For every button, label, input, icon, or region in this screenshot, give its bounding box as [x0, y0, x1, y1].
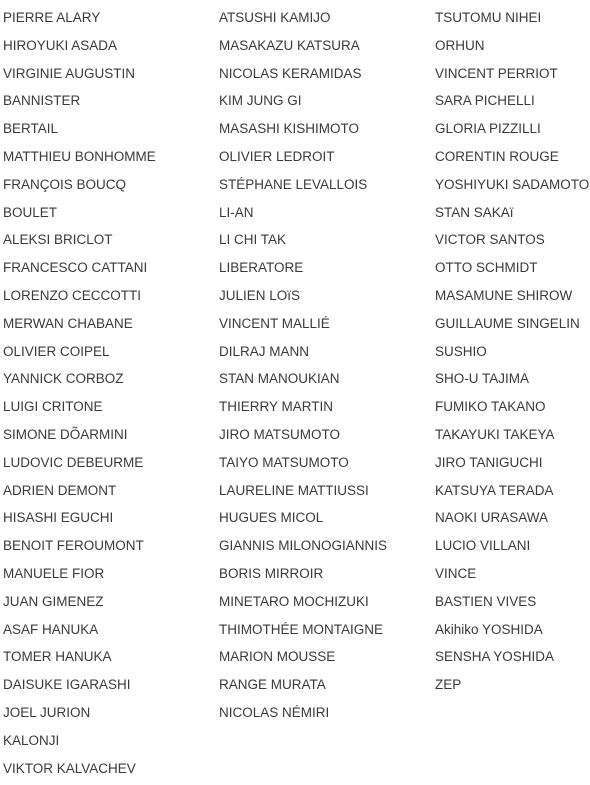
artist-name: STÉPHANE LEVALLOIS: [219, 176, 368, 192]
artist-column-1: [3, 4, 213, 782]
artist-name: DAISUKE IGARASHI: [3, 677, 131, 693]
artist-name: PIERRE ALARY: [3, 10, 101, 25]
artist-name: GLORIA PIZZILLI: [435, 121, 541, 137]
artist-name: LORENZO CECCOTTI: [3, 287, 142, 303]
artist-name: JOEL JURION: [3, 704, 91, 720]
artist-name: CORENTIN ROUGE: [435, 148, 559, 164]
artist-name: THIERRY MARTIN: [219, 399, 334, 415]
artist-name: SIMONE DÕARMINI: [3, 426, 128, 442]
artist-name: VIKTOR KALVACHEV: [3, 760, 136, 776]
artist-name: BENOIT FEROUMONT: [3, 538, 144, 554]
artist-name: LI CHI TAK: [219, 232, 287, 248]
artist-name: KALONJI: [3, 732, 60, 748]
artist-name: HISASHI EGUCHI: [3, 510, 114, 526]
artist-name: TAKAYUKI TAKEYA: [435, 426, 555, 442]
artist-name: SARA PICHELLI: [435, 93, 535, 109]
artist-name: VINCENT MALLIÉ: [219, 315, 330, 331]
artist-name: LAURELINE MATTIUSSI: [219, 482, 369, 498]
artist-name: MASAMUNE SHIROW: [435, 287, 573, 303]
artist-name: ORHUN: [435, 37, 485, 53]
artist-name: BASTIEN VIVES: [435, 593, 537, 609]
artist-name: RANGE MURATA: [219, 677, 326, 693]
artist-name: SUSHIO: [435, 343, 487, 359]
artist-name: THIMOTHÉE MONTAIGNE: [219, 621, 383, 637]
artist-name: HUGUES MICOL: [219, 510, 324, 526]
artist-name: FUMIKO TAKANO: [435, 399, 546, 415]
artist-name: HIROYUKI ASADA: [3, 37, 118, 53]
artist-name: GIANNIS MILONOGIANNIS: [219, 538, 388, 554]
artist-name: FRANCESCO CATTANI: [3, 260, 148, 276]
artist-name: JULIEN LOïS: [219, 287, 301, 303]
artist-name: KIM JUNG GI: [219, 93, 302, 109]
artist-name: MERWAN CHABANE: [3, 315, 133, 331]
artist-name: ALEKSI BRICLOT: [3, 232, 113, 248]
artist-name: VIRGINIE AUGUSTIN: [3, 65, 136, 81]
artist-name: LUDOVIC DEBEURME: [3, 454, 144, 470]
artist-name: LIBERATORE: [219, 260, 304, 276]
artist-name: OLIVIER COIPEL: [3, 343, 110, 359]
artist-name: MASAKAZU KATSURA: [219, 37, 360, 53]
artist-name: NICOLAS NÉMIRI: [219, 704, 330, 720]
artist-name: MATTHIEU BONHOMME: [3, 148, 156, 164]
artist-name: MARION MOUSSE: [219, 649, 336, 665]
artist-name: VICTOR SANTOS: [435, 232, 545, 248]
artist-name: YOSHIYUKI SADAMOTO: [435, 176, 590, 192]
artist-name: BOULET: [3, 204, 58, 220]
artist-name: OLIVIER LEDROIT: [219, 148, 335, 164]
artist-name: SENSHA YOSHIDA: [435, 649, 555, 665]
artist-name: SHO-U TAJIMA: [435, 371, 530, 387]
artist-name: JIRO TANIGUCHI: [435, 454, 543, 470]
artist-name: LUCIO VILLANI: [435, 538, 531, 554]
artist-name: DILRAJ MANN: [219, 343, 310, 359]
artist-column-3: [435, 4, 590, 699]
artist-name: MANUELE FIOR: [3, 565, 105, 581]
artist-name: NAOKI URASAWA: [435, 510, 549, 526]
artist-name: LUIGI CRITONE: [3, 399, 103, 415]
artist-name: TAIYO MATSUMOTO: [219, 454, 349, 470]
artist-name: YANNICK CORBOZ: [3, 371, 124, 387]
artist-name: STAN MANOUKIAN: [219, 371, 340, 387]
artist-name: OTTO SCHMIDT: [435, 260, 538, 276]
artist-name: ZEP: [435, 677, 462, 693]
artist-name: ASAF HANUKA: [3, 621, 99, 637]
artist-name: NICOLAS KERAMIDAS: [219, 65, 362, 81]
artist-name: BORIS MIRROIR: [219, 565, 324, 581]
artist-name: KATSUYA TERADA: [435, 482, 554, 498]
artist-name: MINETARO MOCHIZUKI: [219, 593, 369, 609]
artist-column-2: [219, 4, 429, 727]
artist-name: VINCENT PERRIOT: [435, 65, 558, 81]
artist-name: Akihiko YOSHIDA: [435, 621, 543, 637]
artist-name: TOMER HANUKA: [3, 649, 112, 665]
artist-name: FRANÇOIS BOUCQ: [3, 176, 127, 192]
artist-name: BANNISTER: [3, 93, 81, 109]
artist-name: TSUTOMU NIHEI: [435, 10, 542, 25]
artist-name: VINCE: [435, 565, 477, 581]
artist-name: LI-AN: [219, 204, 254, 220]
artist-name: JIRO MATSUMOTO: [219, 426, 340, 442]
artist-name: STAN SAKAï: [435, 204, 514, 220]
artist-name: BERTAIL: [3, 121, 59, 137]
artist-name: GUILLAUME SINGELIN: [435, 315, 580, 331]
artist-name: JUAN GIMENEZ: [3, 593, 104, 609]
artist-name: ATSUSHI KAMIJO: [219, 10, 331, 25]
artist-name: ADRIEN DEMONT: [3, 482, 117, 498]
artist-name: MASASHI KISHIMOTO: [219, 121, 360, 137]
